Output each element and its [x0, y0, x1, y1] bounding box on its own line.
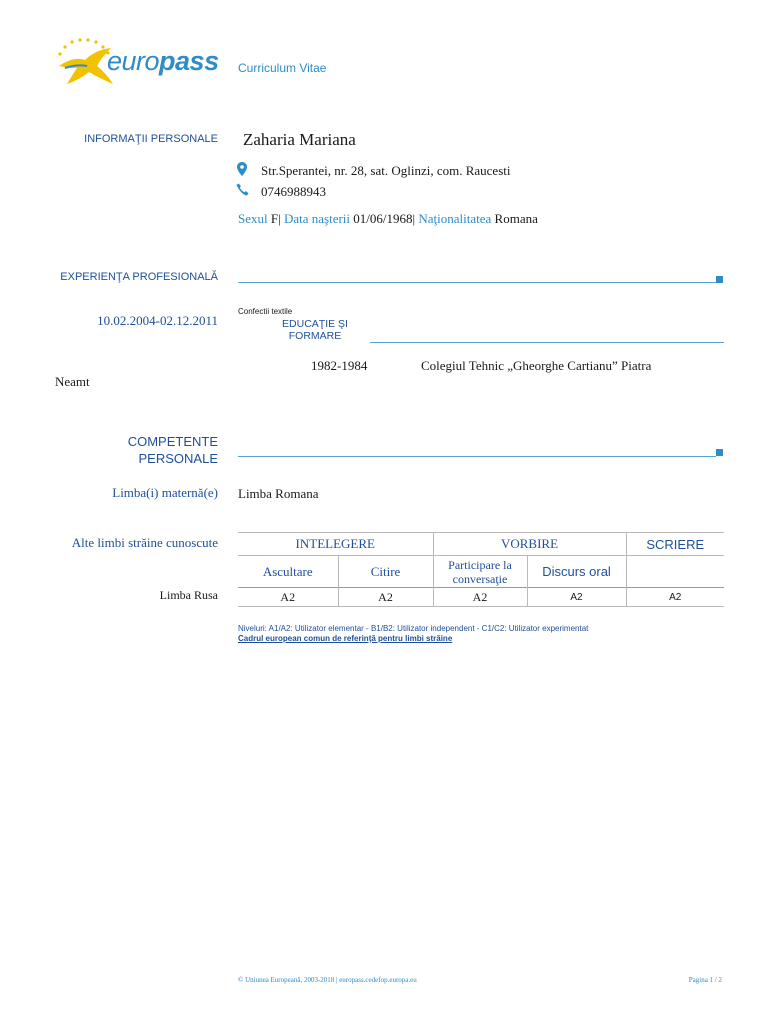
experience-section-divider [238, 282, 716, 283]
experience-section-marker [716, 276, 723, 283]
nationality-value: Romana [494, 211, 538, 226]
birth-date-value: 01/06/1968| [353, 211, 416, 226]
education-section-label [260, 318, 370, 342]
competences-section-divider [238, 456, 716, 457]
reading-level: A2 [338, 588, 433, 607]
writing-subheader-empty [626, 556, 724, 588]
competences-label-line-2: PERSONALE [138, 451, 218, 466]
interaction-subheader [433, 556, 527, 588]
europass-wordmark: europass [107, 46, 219, 76]
nationality-label: Naţionalitatea [418, 211, 492, 226]
footer-page-number: Pagina 1 / 2 [688, 976, 722, 984]
competences-section-marker [716, 449, 723, 456]
competences-label-line-1: COMPETENTE [127, 434, 218, 449]
birth-date-label: Data naşterii [283, 211, 351, 226]
footer-copyright: © Uniunea Europeană, 2003-2018 | europass.cedefop.europa.eu [238, 976, 417, 984]
education-period: 1982-1984 [311, 358, 368, 373]
speaking-header: VORBIRE [433, 533, 626, 556]
location-pin-icon [237, 162, 247, 176]
experience-period: 10.02.2004-02.12.2011 [97, 313, 218, 328]
document-title: Curriculum Vitae [238, 61, 327, 75]
language-skills-table [238, 532, 724, 607]
phone-text: 0746988943 [261, 184, 326, 199]
oral-production-subheader: Discurs oral [527, 556, 626, 588]
cefr-link[interactable]: Cadrul european comun de referinţă pentru limbi străine [238, 634, 453, 643]
listening-subheader: Ascultare [238, 556, 338, 588]
experience-section-label: EXPERIENŢA PROFESIONALĂ [60, 271, 218, 283]
reading-subheader: Citire [338, 556, 433, 588]
mother-tongue-label: Limba(i) maternă(e) [112, 485, 218, 500]
sex-label: Sexul [238, 211, 268, 226]
interaction-subheader-line-1: Participare la [448, 557, 512, 572]
other-languages-label: Alte limbi străine cunoscute [71, 535, 218, 550]
competences-section-label [128, 433, 218, 467]
education-school-continued: Neamt [55, 374, 90, 389]
understanding-header: INTELEGERE [238, 533, 433, 556]
education-section-divider [370, 342, 724, 343]
levels-note: Niveluri: A1/A2: Utilizator elementar - B1/B2: Utilizator independent - C1/C2: Utilizator experimentat [238, 624, 589, 633]
phone-icon [236, 183, 249, 196]
experience-job: Confectii textile [238, 307, 293, 316]
education-school: Colegiul Tehnic „Gheorghe Cartianu” Piatra [421, 358, 652, 373]
sex-value: F| [270, 211, 281, 226]
personal-info-section-label: INFORMAŢII PERSONALE [84, 133, 218, 145]
interaction-level: A2 [433, 588, 527, 607]
education-label-line-2: FORMARE [288, 330, 342, 342]
interaction-subheader-line-2: conversaţie [452, 571, 508, 586]
europass-logo [55, 38, 225, 90]
language-row-label: Limba Rusa [159, 588, 218, 602]
writing-level: A2 [626, 588, 724, 607]
education-label-line-1: EDUCAŢIE ŞI [282, 318, 348, 330]
writing-header: SCRIERE [626, 533, 724, 556]
address-text: Str.Sperantei, nr. 28, sat. Oglinzi, com. Raucesti [261, 163, 511, 178]
candidate-name: Zaharia Mariana [243, 130, 356, 149]
personal-details-line [238, 211, 538, 227]
oral-level: A2 [527, 588, 626, 607]
mother-tongue-value: Limba Romana [238, 486, 319, 501]
listening-level: A2 [238, 588, 338, 607]
